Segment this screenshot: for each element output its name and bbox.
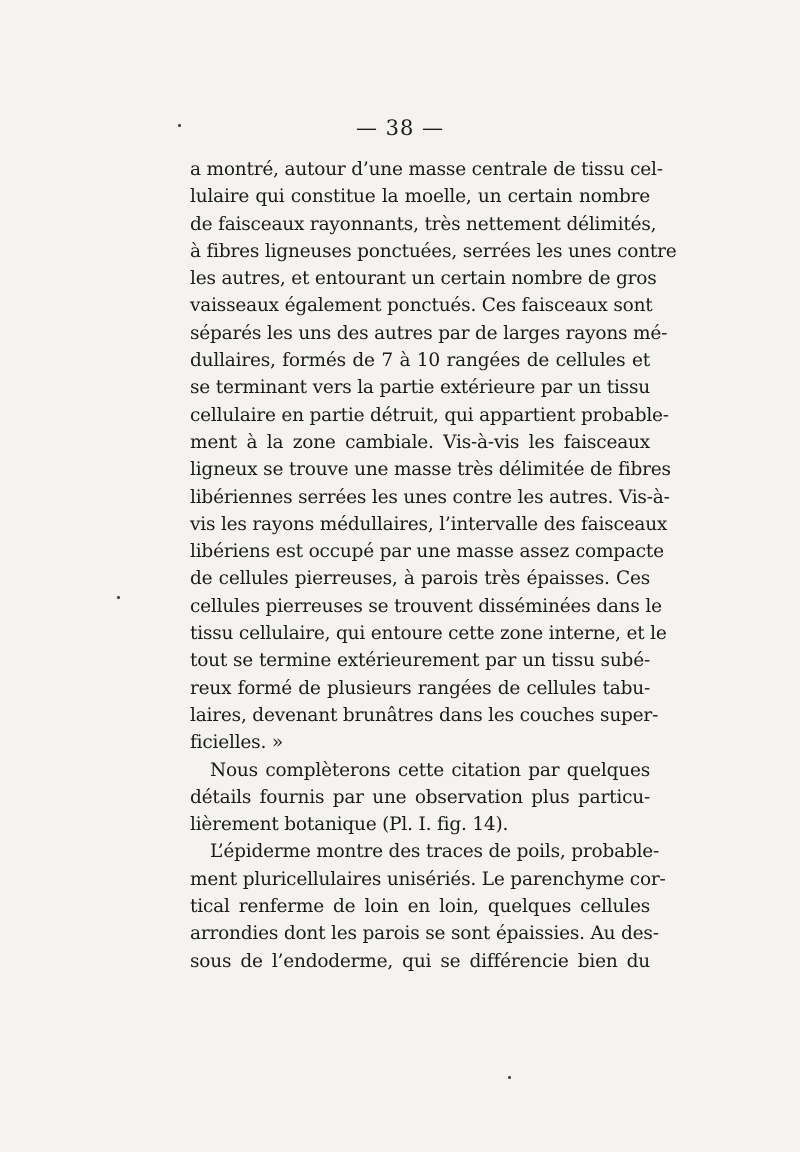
text-line: tout se termine extérieurement par un tissu subé- <box>190 650 650 672</box>
text-line: séparés les uns des autres par de larges rayons mé- <box>190 322 668 344</box>
text-line: de faisceaux rayonnants, très nettement délimités, <box>190 213 657 235</box>
text-line: détails fournis par une observation plus particu- <box>190 786 650 808</box>
text-line: L’épiderme montre des traces de poils, probable- <box>210 841 660 863</box>
text-line: arrondies dont les parois se sont épaissies. Au des- <box>190 923 659 945</box>
text-line: sous de l’endoderme, qui se différencie bien du <box>190 950 650 972</box>
text-line: reux formé de plusieurs rangées de cellules tabu- <box>190 677 650 699</box>
text-line: lulaire qui constitue la moelle, un certain nombre <box>190 186 650 208</box>
text-line: Nous complèterons cette citation par quelques <box>210 759 650 781</box>
text-line: cellulaire en partie détruit, qui appartient probable- <box>190 404 669 426</box>
text-line: laires, devenant brunâtres dans les couches super- <box>190 704 659 726</box>
text-line: ment pluricellulaires unisériés. Le parenchyme cor- <box>190 868 666 890</box>
text-line: de cellules pierreuses, à parois très épaisses. Ces <box>190 568 650 590</box>
text-line: à fibres ligneuses ponctuées, serrées les unes contre <box>190 240 677 262</box>
text-line: vis les rayons médullaires, l’intervalle des faisceaux <box>190 513 668 535</box>
text-line: tissu cellulaire, qui entoure cette zone interne, et le <box>190 623 667 645</box>
text-line: ment à la zone cambiale. Vis-à-vis les faisceaux <box>190 431 650 453</box>
body-text <box>190 156 677 975</box>
text-line: ligneux se trouve une masse très délimitée de fibres <box>190 459 671 481</box>
text-line: se terminant vers la partie extérieure par un tissu <box>190 377 650 399</box>
text-line: tical renferme de loin en loin, quelques cellules <box>190 896 650 918</box>
ink-speck <box>117 596 120 599</box>
page-number: — 38 — <box>355 116 445 140</box>
text-line: libériens est occupé par une masse assez compacte <box>190 541 664 563</box>
text-line: libériennes serrées les unes contre les autres. Vis-à- <box>190 486 670 508</box>
text-line: dullaires, formés de 7 à 10 rangées de cellules et <box>190 350 650 372</box>
ink-speck <box>178 124 181 127</box>
text-line: les autres, et entourant un certain nombre de gros <box>190 268 657 290</box>
text-line: a montré, autour d’une masse centrale de tissu cel- <box>190 159 663 180</box>
ink-speck <box>508 1076 511 1079</box>
text-line: lièrement botanique (Pl. I. fig. 14). <box>190 814 509 836</box>
text-line: cellules pierreuses se trouvent disséminées dans le <box>190 595 662 617</box>
text-line: ficielles. » <box>190 732 283 754</box>
text-line: vaisseaux également ponctués. Ces faisceaux sont <box>190 295 653 317</box>
